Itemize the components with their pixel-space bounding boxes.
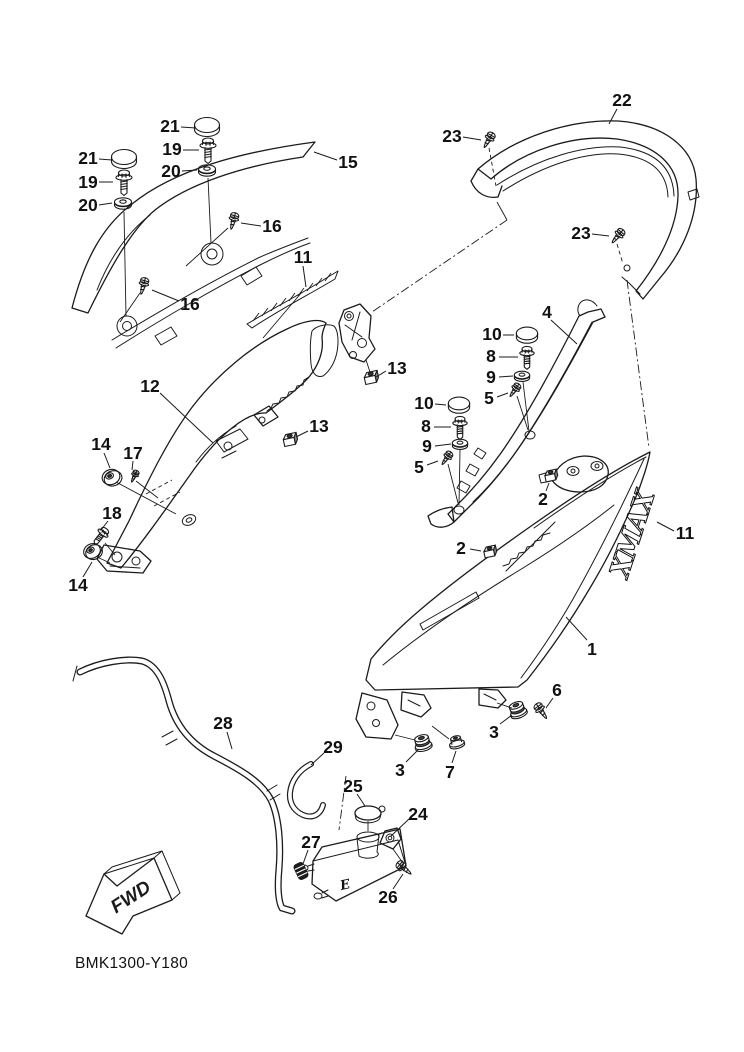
- bolt-19a-bolt-icon: [200, 138, 216, 164]
- part-15-rail-cover: [72, 142, 315, 348]
- callout-6: [546, 680, 562, 708]
- callout-label-7: 7: [445, 762, 455, 782]
- callout-label-2: 2: [456, 538, 466, 558]
- callout-19: [78, 172, 113, 192]
- callout-24: [391, 804, 428, 836]
- callout-23: [571, 223, 609, 243]
- callout-11: [294, 247, 313, 287]
- callout-25: [343, 776, 365, 806]
- callout-label-12: 12: [140, 376, 160, 396]
- callout-label-3: 3: [489, 722, 499, 742]
- screw-5b-screw-icon: [439, 450, 455, 467]
- callout-12: [140, 376, 213, 443]
- callout-14: [68, 562, 92, 595]
- callout-4: [542, 302, 577, 344]
- callout-10: [414, 393, 446, 413]
- screw-5a-screw-icon: [507, 382, 523, 399]
- callout-label-2: 2: [538, 489, 548, 509]
- callout-5: [414, 457, 438, 477]
- part-12-side-cover-left: [97, 304, 375, 573]
- bolt-8a-bolt-icon: [520, 346, 534, 369]
- grommet-3b-grommet-icon: [412, 733, 433, 753]
- callout-8: [486, 346, 518, 366]
- callout-23: [442, 126, 481, 146]
- callout-14: [91, 434, 111, 468]
- callout-label-8: 8: [421, 416, 431, 436]
- callout-label-13: 13: [387, 358, 407, 378]
- callout-2: [456, 538, 481, 558]
- washer-9a-washer-icon: [514, 371, 529, 381]
- callout-label-5: 5: [414, 457, 424, 477]
- callout-11: [657, 522, 695, 543]
- bolt-19b-bolt-icon: [116, 170, 132, 196]
- callout-label-20: 20: [78, 195, 98, 215]
- drawing-code: BMK1300-Y180: [75, 955, 189, 972]
- nut-13b-nutclip-icon: [282, 432, 298, 446]
- nut-2b-nutclip-icon: [483, 545, 497, 558]
- callout-label-10: 10: [414, 393, 434, 413]
- screw-23a-screw-icon: [480, 130, 497, 150]
- callout-5: [484, 388, 508, 408]
- callout-label-22: 22: [612, 90, 632, 110]
- callout-label-27: 27: [301, 832, 321, 852]
- callout-label-18: 18: [102, 503, 122, 523]
- callout-21: [160, 116, 196, 136]
- grommet-3a-grommet-icon: [507, 699, 529, 720]
- callout-8: [421, 416, 451, 436]
- callout-label-15: 15: [338, 152, 358, 172]
- nut-2a-nutclip-icon: [544, 469, 558, 482]
- callout-2: [538, 483, 549, 509]
- callout-label-8: 8: [486, 346, 496, 366]
- callout-7: [445, 751, 456, 782]
- fwd-arrow: [86, 851, 180, 934]
- callout-label-19: 19: [162, 139, 182, 159]
- grommet-14a-donut-icon: [100, 466, 124, 489]
- callout-label-3: 3: [395, 760, 405, 780]
- part-29-hose: [290, 764, 323, 816]
- callout-label-25: 25: [343, 776, 363, 796]
- cap-21b-cap-icon: [112, 150, 137, 169]
- callout-label-9: 9: [486, 367, 496, 387]
- callout-label-13: 13: [309, 416, 329, 436]
- nut-13a-nutclip-icon: [363, 370, 379, 384]
- callout-label-16: 16: [180, 294, 200, 314]
- callout-10: [482, 324, 514, 344]
- callout-label-23: 23: [571, 223, 591, 243]
- callout-label-21: 21: [78, 148, 98, 168]
- callout-9: [486, 367, 513, 387]
- callout-label-5: 5: [484, 388, 494, 408]
- callout-label-20: 20: [161, 161, 181, 181]
- callout-29: [311, 737, 343, 765]
- callout-18: [101, 503, 122, 530]
- cap-21a-cap-icon: [195, 118, 220, 137]
- washer-20a-washer-icon: [199, 165, 216, 176]
- callout-label-11: 11: [675, 523, 695, 543]
- callout-9: [422, 436, 451, 456]
- callout-label-6: 6: [552, 680, 562, 700]
- grommet-27-ribbed-icon: [293, 862, 309, 881]
- callout-1: [566, 617, 597, 659]
- callout-19: [162, 139, 199, 159]
- callout-label-23: 23: [442, 126, 462, 146]
- callout-3: [395, 750, 418, 780]
- callout-21: [78, 148, 112, 168]
- part-1-side-cover-right: [356, 452, 650, 740]
- part-25-cap: [355, 806, 385, 823]
- fwd-label: FWD: [107, 876, 155, 918]
- callout-15: [314, 152, 358, 172]
- washer-20b-washer-icon: [115, 198, 132, 209]
- cap-10b-cap-icon: [448, 397, 469, 413]
- callout-label-26: 26: [378, 887, 398, 907]
- callout-label-29: 29: [323, 737, 343, 757]
- callout-17: [123, 443, 142, 470]
- callout-22: [609, 90, 632, 124]
- callouts-layer: [68, 90, 694, 907]
- decal-xmax-emblem: [604, 485, 662, 583]
- tank-level-mark: E: [338, 877, 352, 894]
- callout-label-19: 19: [78, 172, 98, 192]
- cap-10a-cap-icon: [516, 327, 537, 343]
- screw-23b-screw-icon: [609, 227, 627, 246]
- xmax-decal-text: XMAX: [604, 487, 662, 582]
- callout-label-10: 10: [482, 324, 502, 344]
- callout-16: [241, 216, 282, 236]
- callout-label-9: 9: [422, 436, 432, 456]
- callout-label-1: 1: [587, 639, 597, 659]
- callout-3: [489, 715, 512, 742]
- callout-label-21: 21: [160, 116, 180, 136]
- screw-6-screw-icon: [532, 701, 550, 721]
- callout-label-14: 14: [68, 575, 88, 595]
- screw-17-screw-icon: [128, 469, 140, 484]
- screw-16a-screw-icon: [226, 212, 240, 231]
- callout-label-16: 16: [262, 216, 282, 236]
- callout-label-28: 28: [213, 713, 233, 733]
- washer-9b-washer-icon: [452, 439, 467, 449]
- callout-label-11: 11: [293, 247, 313, 267]
- screw-16b-screw-icon: [136, 277, 150, 296]
- callout-label-24: 24: [408, 804, 428, 824]
- callout-13: [376, 358, 407, 378]
- callout-27: [301, 832, 320, 864]
- callout-label-14: 14: [91, 434, 111, 454]
- callout-label-17: 17: [123, 443, 143, 463]
- callout-28: [213, 713, 233, 749]
- callout-26: [378, 874, 403, 907]
- callout-20: [78, 195, 112, 215]
- callout-label-4: 4: [542, 302, 552, 322]
- bolt-8b-bolt-icon: [453, 416, 467, 439]
- nut-7-collar-icon: [448, 734, 466, 750]
- callout-13: [296, 416, 329, 437]
